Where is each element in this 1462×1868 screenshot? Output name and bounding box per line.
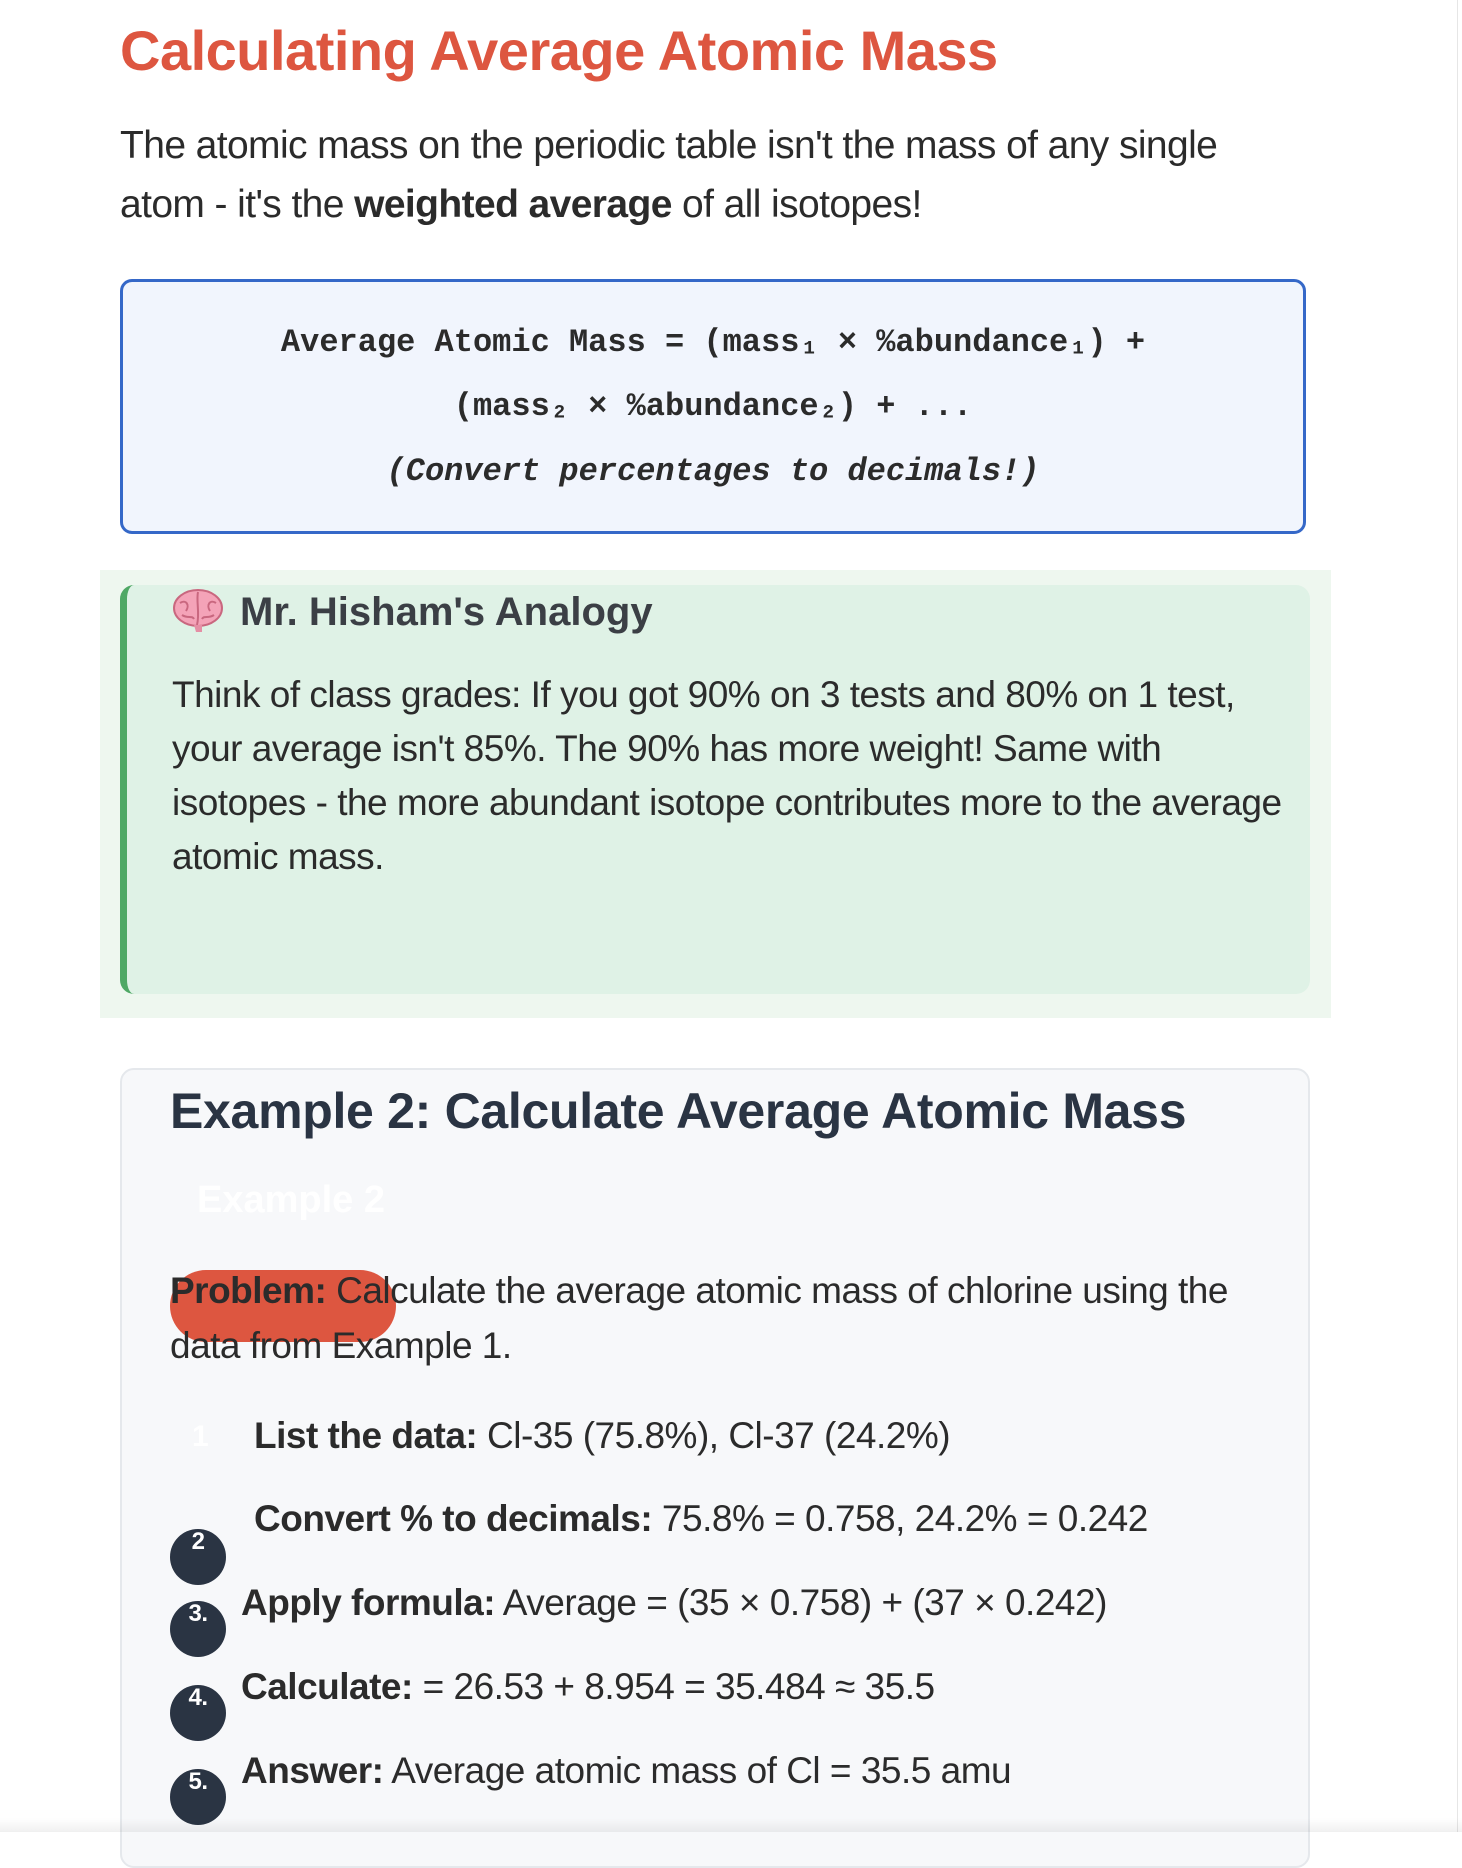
step-number-badge: 5. <box>170 1769 226 1825</box>
page-edge-rule <box>1457 0 1458 1832</box>
step-content <box>241 1582 1107 1624</box>
bottom-fade <box>0 1818 1462 1832</box>
problem-statement <box>170 1263 1280 1373</box>
step-number-badge: 2 <box>170 1529 226 1585</box>
step-label: Convert % to decimals: <box>254 1498 653 1539</box>
solution-step-4 <box>122 1666 1312 1726</box>
intro-text-end: of all isotopes! <box>671 183 922 226</box>
formula-box <box>120 279 1306 534</box>
intro-paragraph <box>120 116 1300 234</box>
analogy-card <box>120 585 1310 994</box>
solution-step-3 <box>122 1582 1312 1642</box>
solution-step-1 <box>122 1415 1312 1475</box>
example-card <box>120 1068 1310 1868</box>
step-text: Average atomic mass of Cl = 35.5 amu <box>383 1750 1012 1791</box>
brain-icon <box>172 587 224 633</box>
solution-step-2 <box>122 1498 1312 1558</box>
step-text: = 26.53 + 8.954 = 35.484 ≈ 35.5 <box>412 1666 935 1707</box>
example-tag: Example 2 <box>197 1179 385 1221</box>
step-label: Answer: <box>241 1750 384 1791</box>
step-number: 1 <box>192 1420 209 1453</box>
analogy-text: Think of class grades: If you got 90% on 3 tests and 80% on 1 test, your average isn't 85%. The 90% has more weight! Same with isotopes - the more abundant isotope contributes more to the average atomic mass. <box>172 674 1282 877</box>
intro-emphasis: weighted average <box>354 183 672 226</box>
step-label: Apply formula: <box>241 1582 496 1623</box>
formula-line-1: Average Atomic Mass = (mass₁ × %abundance₁) + <box>280 324 1146 361</box>
step-text: Average = (35 × 0.758) + (37 × 0.242) <box>495 1582 1107 1623</box>
intro-text-start: The atomic mass on the periodic table isn't the mass of any single atom - it's the <box>120 124 1218 226</box>
page-title: Calculating Average Atomic Mass <box>120 19 998 82</box>
step-content <box>254 1415 950 1457</box>
example-title: Example 2: Calculate Average Atomic Mass <box>170 1083 1187 1139</box>
step-text: 75.8% = 0.758, 24.2% = 0.242 <box>652 1498 1148 1539</box>
step-number-badge: 3. <box>170 1601 226 1657</box>
step-content <box>241 1750 1011 1792</box>
formula-note: (Convert percentages to decimals!) <box>386 453 1040 490</box>
step-label: Calculate: <box>241 1666 413 1707</box>
solution-step-5 <box>122 1750 1312 1810</box>
problem-label: Problem: <box>170 1270 327 1311</box>
step-number-badge: 4. <box>170 1685 226 1741</box>
step-content <box>241 1666 935 1708</box>
step-content <box>254 1498 1148 1540</box>
formula-line-2: (mass₂ × %abundance₂) + ... <box>453 388 973 425</box>
problem-text: Calculate the average atomic mass of chlorine using the data from Example 1. <box>170 1270 1228 1366</box>
analogy-heading-text: Mr. Hisham's Analogy <box>240 590 653 634</box>
step-label: List the data: <box>254 1415 478 1456</box>
analogy-heading <box>172 587 653 635</box>
step-text: Cl-35 (75.8%), Cl-37 (24.2%) <box>477 1415 951 1456</box>
